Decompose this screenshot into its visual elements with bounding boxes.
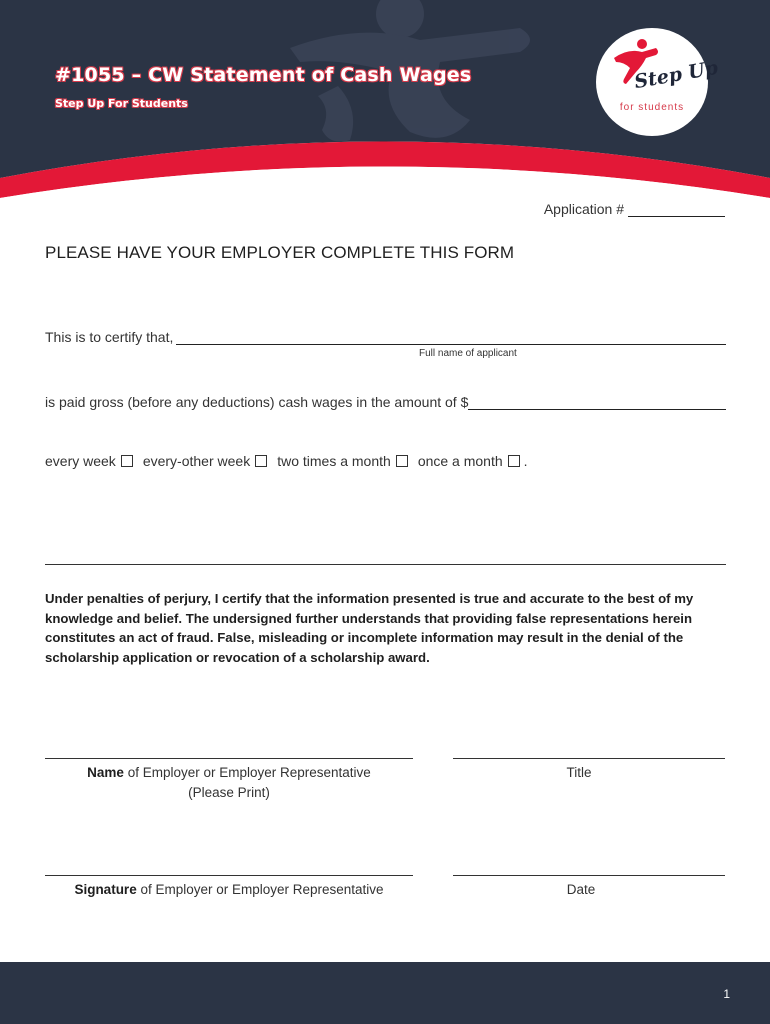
checkbox[interactable] bbox=[255, 455, 267, 467]
applicant-name-row bbox=[45, 328, 726, 345]
document-subtitle: Step Up For Students bbox=[55, 97, 188, 110]
wages-amount-field[interactable] bbox=[468, 393, 726, 410]
frequency-label: once a month bbox=[417, 453, 503, 469]
logo-wordmark: Step Up bbox=[632, 56, 720, 94]
logo-tagline: for students bbox=[619, 102, 685, 113]
signature-line[interactable] bbox=[45, 875, 413, 876]
frequency-label: every-other week bbox=[142, 453, 251, 469]
signature-label bbox=[45, 880, 413, 900]
checkbox[interactable] bbox=[121, 455, 133, 467]
frequency-label: two times a month bbox=[277, 453, 391, 469]
employer-name-line[interactable] bbox=[45, 758, 413, 759]
title-line[interactable] bbox=[453, 758, 725, 759]
signature-rest-text: of Employer or Employer Representative bbox=[136, 882, 384, 897]
pay-frequency-row bbox=[45, 453, 528, 469]
name-rest-text: of Employer or Employer Representative bbox=[123, 765, 371, 780]
frequency-option-every-week[interactable] bbox=[45, 453, 133, 469]
please-print-note: (Please Print) bbox=[188, 784, 270, 800]
wages-row bbox=[45, 393, 726, 410]
frequency-option-every-other-week[interactable] bbox=[143, 453, 267, 469]
applicant-name-field[interactable] bbox=[176, 328, 726, 345]
date-line[interactable] bbox=[453, 875, 725, 876]
frequency-option-monthly[interactable] bbox=[418, 453, 520, 469]
date-label: Date bbox=[566, 882, 596, 897]
wages-label: is paid gross (before any deductions) cash wages in the amount of $ bbox=[45, 394, 469, 410]
signature-bold-text: Signature bbox=[74, 882, 137, 897]
checkbox[interactable] bbox=[396, 455, 408, 467]
perjury-statement: Under penalties of perjury, I certify that the information presented is true and accurate to the best of my knowledge and belief. The undersigned further understands that providing false representations herein constitutes an act of fraud. False, misleading or incomplete information may result in the denial of the scholarship application or revocation of a scholarship award. bbox=[45, 591, 694, 665]
applicant-name-caption: Full name of applicant bbox=[419, 348, 517, 359]
section-divider bbox=[45, 564, 726, 565]
checkbox[interactable] bbox=[508, 455, 520, 467]
form-heading: PLEASE HAVE YOUR EMPLOYER COMPLETE THIS FORM bbox=[45, 243, 515, 262]
application-number-label: Application # bbox=[543, 201, 624, 217]
frequency-period: . bbox=[523, 453, 528, 469]
certify-label: This is to certify that, bbox=[45, 329, 174, 345]
document-title: #1055 – CW Statement of Cash Wages bbox=[55, 64, 472, 86]
step-up-logo bbox=[596, 28, 720, 136]
application-number-row bbox=[544, 201, 725, 217]
title-label: Title bbox=[566, 765, 592, 780]
name-bold-text: Name bbox=[87, 765, 124, 780]
application-number-field[interactable] bbox=[628, 201, 725, 217]
frequency-label: every week bbox=[45, 453, 116, 469]
frequency-option-twice-monthly[interactable] bbox=[277, 453, 408, 469]
employer-name-label bbox=[45, 763, 413, 802]
page-footer bbox=[0, 962, 770, 1024]
page-number: 1 bbox=[723, 987, 730, 1001]
